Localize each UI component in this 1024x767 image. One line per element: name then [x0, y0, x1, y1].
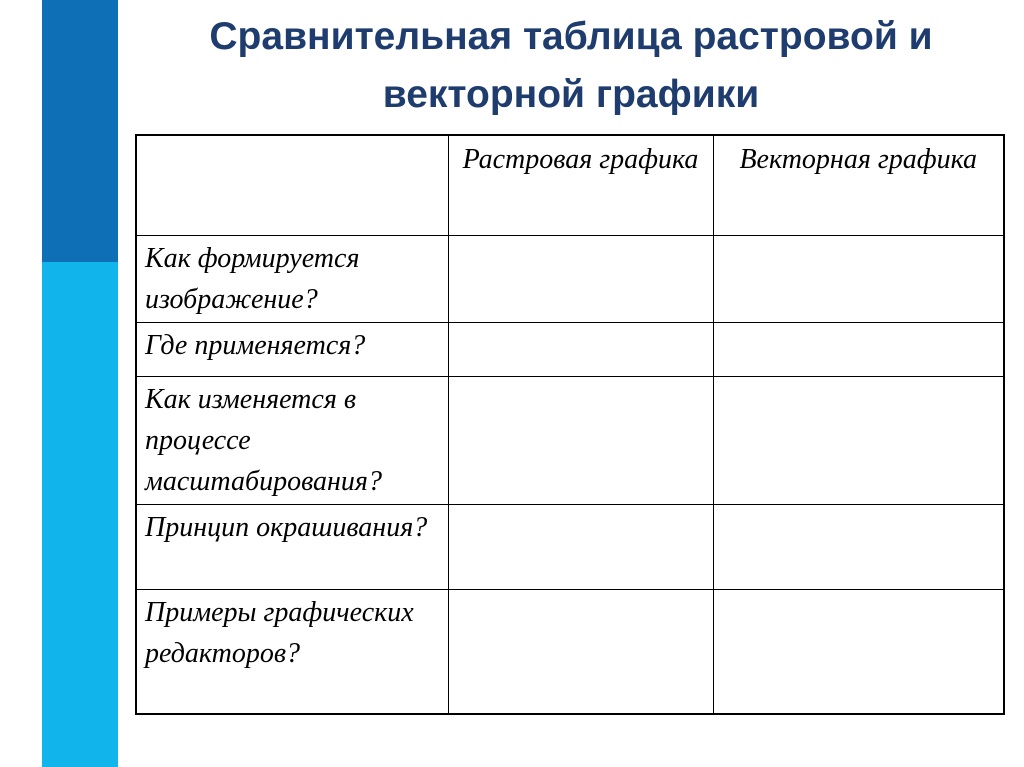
table-row — [136, 322, 1004, 376]
raster-answer-cell — [448, 235, 713, 322]
vector-answer-cell — [713, 504, 1004, 589]
comparison-table — [135, 134, 1005, 715]
row-question: Как изменяется в процессе масштабирования? — [136, 376, 448, 504]
vector-answer-cell — [713, 589, 1004, 714]
slide-title: Сравнительная таблица растровой и векторной графики — [209, 15, 933, 116]
row-question: Как формируется изображение? — [136, 235, 448, 322]
raster-answer-cell — [448, 376, 713, 504]
side-bar-accent-dark — [42, 0, 118, 262]
row-question: Примеры графических редакторов? — [136, 589, 448, 714]
raster-answer-cell — [448, 589, 713, 714]
raster-answer-cell — [448, 504, 713, 589]
vector-answer-cell — [713, 376, 1004, 504]
table-row — [136, 376, 1004, 504]
side-bar-accent-light — [42, 262, 118, 767]
column-header-raster: Растровая графика — [448, 135, 713, 235]
table-header-row — [136, 135, 1004, 235]
table-row — [136, 589, 1004, 714]
row-question: Где применяется? — [136, 322, 448, 376]
column-header-vector: Векторная графика — [713, 135, 1004, 235]
vector-answer-cell — [713, 322, 1004, 376]
row-question: Принцип окрашивания? — [136, 504, 448, 589]
raster-answer-cell — [448, 322, 713, 376]
table-row — [136, 504, 1004, 589]
table-corner-cell — [136, 135, 448, 235]
vector-answer-cell — [713, 235, 1004, 322]
table-row — [136, 235, 1004, 322]
